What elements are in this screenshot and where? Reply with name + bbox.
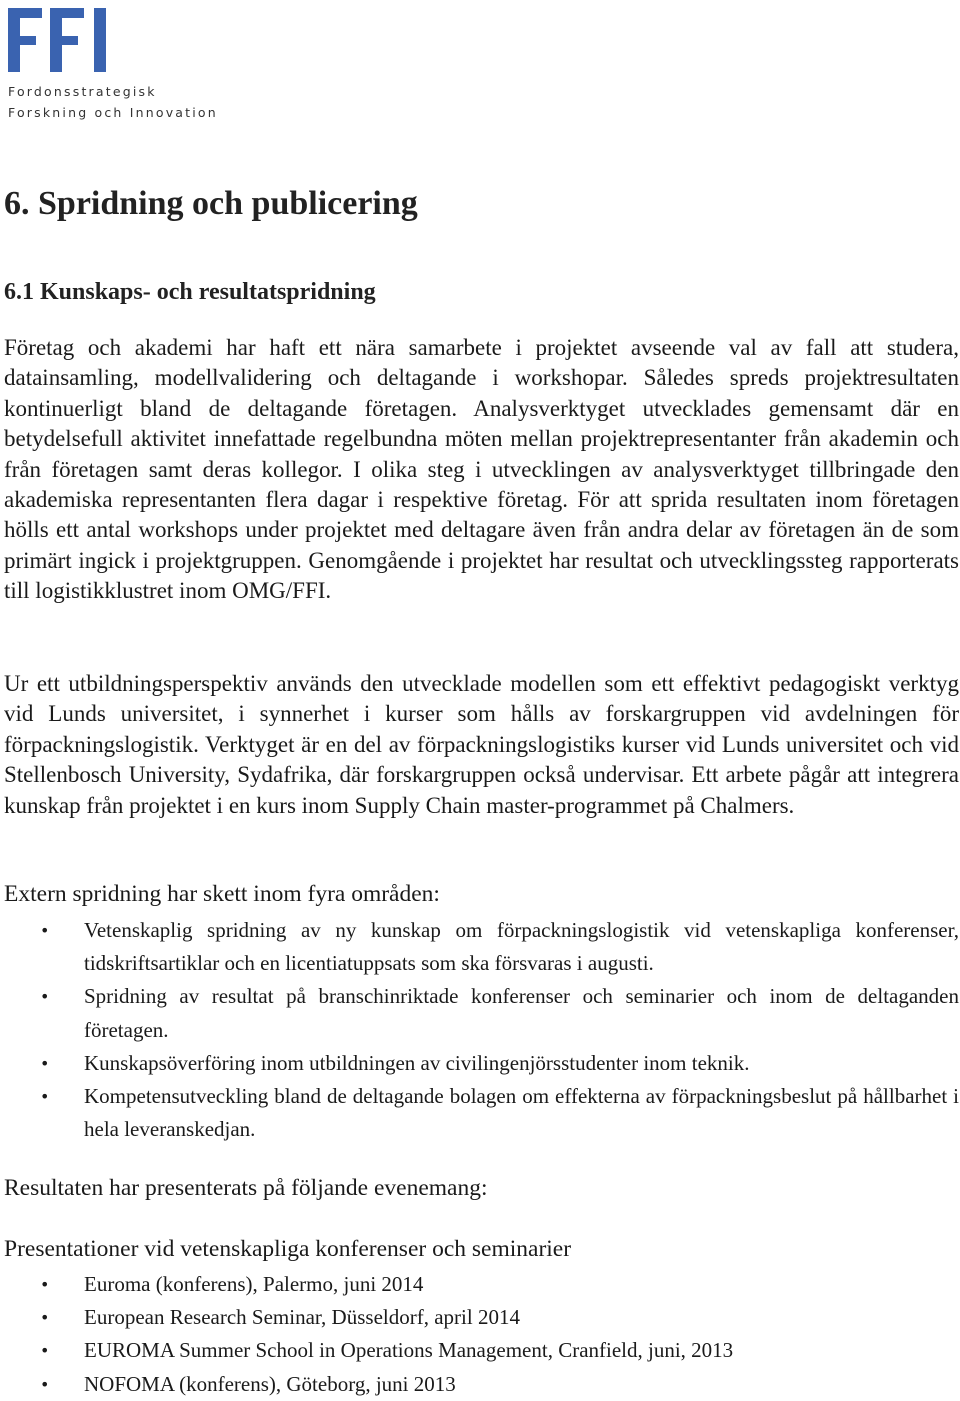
list-item-text: Kunskapsöverföring inom utbildningen av civilingenjörsstudenter inom teknik. xyxy=(84,1050,750,1075)
list-item-text: Euroma (konferens), Palermo, juni 2014 xyxy=(84,1272,424,1296)
bullet-icon: • xyxy=(40,1275,50,1294)
bullet-icon: • xyxy=(40,987,50,1007)
list-item xyxy=(0,1047,959,1080)
list-item-text: Spridning av resultat på branschinriktade konferenser och seminarier och inom de deltaganden företagen. xyxy=(84,984,959,1042)
extern-lead: Extern spridning har skett inom fyra områden: xyxy=(4,881,440,907)
list-item-text: Kompetensutveckling bland de deltagande bolagen om effekterna av förpackningsbeslut på hållbarhet i hela leveranskedjan. xyxy=(84,1084,959,1142)
paragraph-education: Ur ett utbildningsperspektiv används den utvecklade modellen som ett effektivt pedagogiskt verktyg vid Lunds universitet, i synnerhet i kurser som hålls av forskargruppen vid avdelningen för förpackningslogistik. Verktyget är en del av förpackningslogistiks kurser vid Lunds universitet och vid Stellenbosch University, Sydafrika, där forskargruppen också undervisar. Ett arbete pågår att integrera kunskap från projektet i en kurs inom Supply Chain master-programmet på Chalmers. xyxy=(4,671,959,818)
ffi-logo-mark xyxy=(6,4,116,76)
section-heading: 6. Spridning och publicering xyxy=(4,185,418,222)
bullet-icon: • xyxy=(40,1308,50,1328)
logo-tagline-2: Forskning och Innovation xyxy=(8,105,218,120)
ffi-logo xyxy=(6,4,246,120)
bullet-icon: • xyxy=(40,1341,50,1361)
list-item-text: European Research Seminar, Düsseldorf, april 2014 xyxy=(84,1305,520,1330)
extern-list xyxy=(0,914,959,1146)
list-item xyxy=(0,1301,959,1334)
list-item xyxy=(0,914,959,980)
list-item xyxy=(0,1334,959,1367)
bullet-icon: • xyxy=(40,1053,50,1073)
list-item xyxy=(0,1368,959,1401)
list-item xyxy=(0,1268,959,1301)
bullet-icon: • xyxy=(40,921,50,940)
bullet-icon: • xyxy=(40,1087,50,1107)
subsection-heading: 6.1 Kunskaps- och resultatspridning xyxy=(4,279,376,305)
presentations-lead: Presentationer vid vetenskapliga konferenser och seminarier xyxy=(4,1236,572,1262)
bullet-icon: • xyxy=(40,1374,50,1394)
logo-tagline-1: Fordonsstrategisk xyxy=(8,84,157,99)
list-item xyxy=(0,1080,959,1146)
results-lead: Resultaten har presenterats på följande evenemang: xyxy=(4,1175,488,1201)
list-item-text: NOFOMA (konferens), Göteborg, juni 2013 xyxy=(84,1371,456,1396)
presentations-list xyxy=(0,1268,959,1401)
list-item xyxy=(0,980,959,1046)
list-item-text: EUROMA Summer School in Operations Management, Cranfield, juni, 2013 xyxy=(84,1338,734,1363)
paragraph-knowledge-spread: Företag och akademi har haft ett nära samarbete i projektet avseende val av fall att studera, datainsamling, modellvalidering och deltagande i workshopar. Således spreds projektresultaten kontinuerligt bland de deltagande företagen. Analysverktyget utvecklades gemensamt där en betydelsefull aktivitet innefattade regelbundna möten mellan projektrepresentanter från akademin och från företagen samt deras kollegor. I olika steg i utvecklingen av analysverktyget tillbringade den akademiska representanten flera dagar i respektive företag. För att sprida resultaten inom företagen hölls ett antal workshops under projektet med deltagare även från andra delar av företagen än de som primärt ingick i projektgruppen. Genomgående i projektet har resultat och utvecklingssteg rapporterats till logistikklustret inom OMG/FFI. xyxy=(4,335,959,604)
list-item-text: Vetenskaplig spridning av ny kunskap om förpackningslogistik vid vetenskapliga konferenser, tidskriftsartiklar och en licentiatuppsats som ska försvaras i augusti. xyxy=(84,918,959,976)
